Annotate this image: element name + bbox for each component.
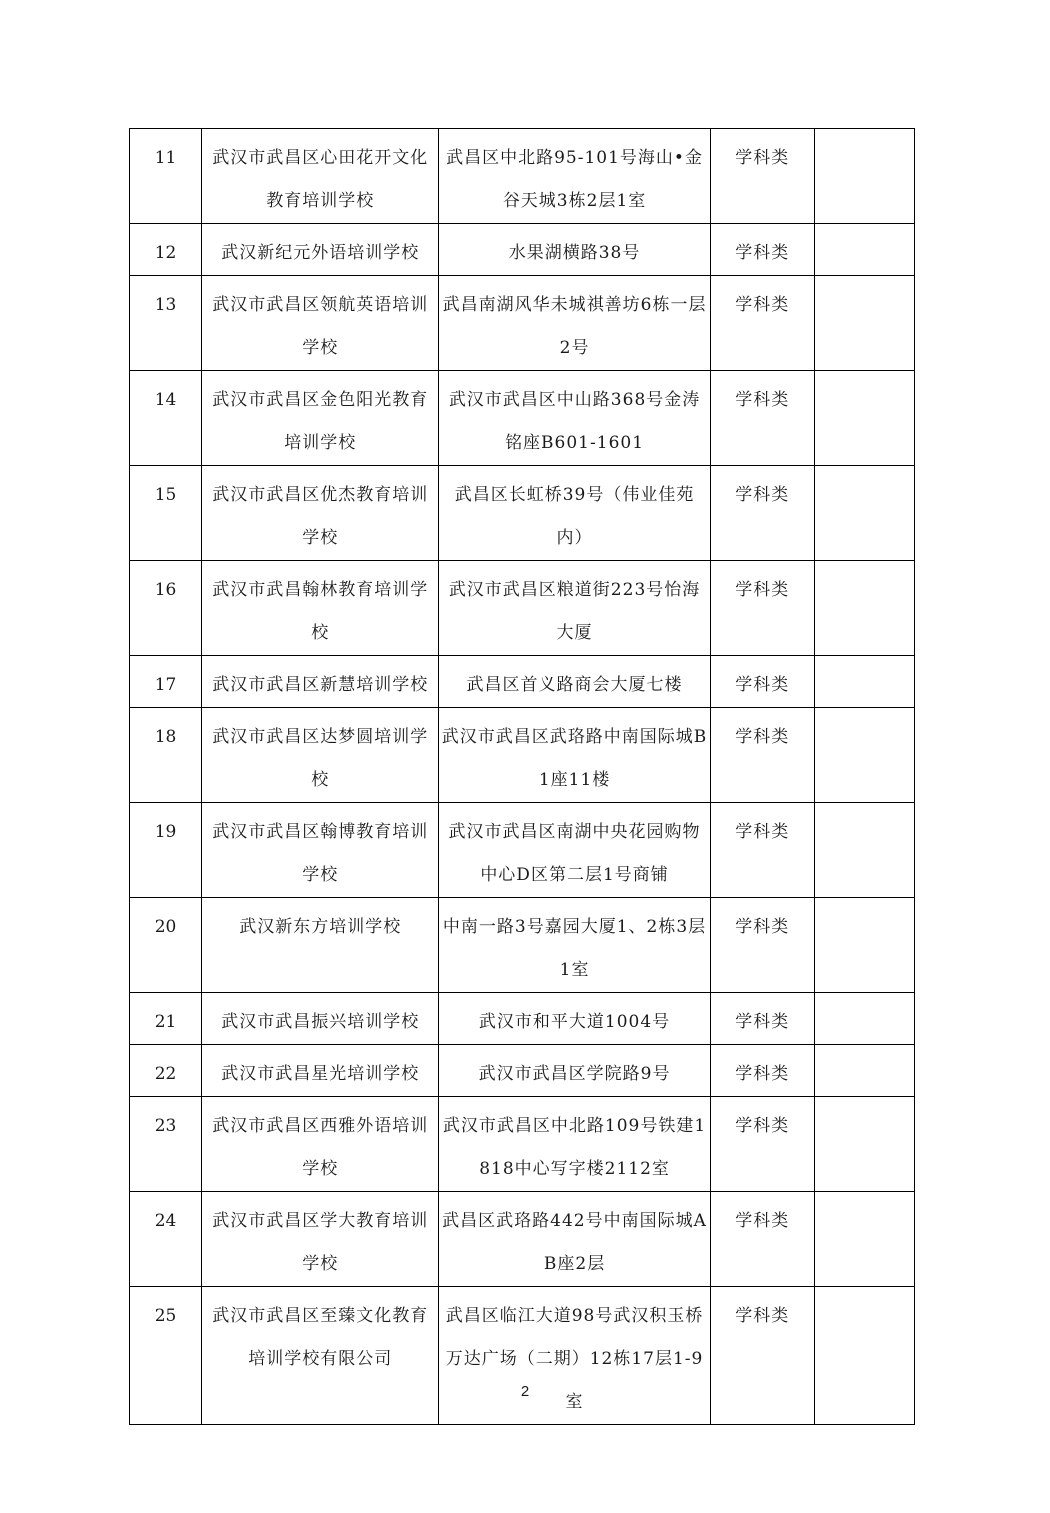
row-number: 15 <box>130 466 202 561</box>
school-note <box>814 276 914 371</box>
school-name: 武汉市武昌区优杰教育培训学校 <box>202 466 439 561</box>
school-note <box>814 1287 914 1425</box>
table-row <box>130 656 915 708</box>
school-name: 武汉市武昌翰林教育培训学校 <box>202 561 439 656</box>
school-category: 学科类 <box>710 466 814 561</box>
row-number: 22 <box>130 1045 202 1097</box>
school-address: 武汉市武昌区学院路9号 <box>439 1045 710 1097</box>
school-note <box>814 129 914 224</box>
school-address: 武汉市和平大道1004号 <box>439 993 710 1045</box>
school-category: 学科类 <box>710 129 814 224</box>
row-number: 17 <box>130 656 202 708</box>
school-address: 武汉市武昌区中山路368号金涛铭座B601-1601 <box>439 371 710 466</box>
school-note <box>814 803 914 898</box>
school-name: 武汉市武昌区新慧培训学校 <box>202 656 439 708</box>
school-name: 武汉市武昌区达梦圆培训学校 <box>202 708 439 803</box>
school-address: 武昌区中北路95-101号海山•金谷天城3栋2层1室 <box>439 129 710 224</box>
row-number: 23 <box>130 1097 202 1192</box>
school-category: 学科类 <box>710 656 814 708</box>
school-note <box>814 1097 914 1192</box>
school-address: 武昌区临江大道98号武汉积玉桥万达广场（二期）12栋17层1-9室 <box>439 1287 710 1425</box>
school-note <box>814 224 914 276</box>
row-number: 13 <box>130 276 202 371</box>
school-address: 武昌区武珞路442号中南国际城AB座2层 <box>439 1192 710 1287</box>
school-category: 学科类 <box>710 276 814 371</box>
school-name: 武汉市武昌区至臻文化教育培训学校有限公司 <box>202 1287 439 1425</box>
row-number: 11 <box>130 129 202 224</box>
table-row <box>130 898 915 993</box>
school-category: 学科类 <box>710 1097 814 1192</box>
school-category: 学科类 <box>710 224 814 276</box>
school-note <box>814 466 914 561</box>
school-address: 武汉市武昌区粮道街223号怡海大厦 <box>439 561 710 656</box>
school-name: 武汉新东方培训学校 <box>202 898 439 993</box>
row-number: 25 <box>130 1287 202 1425</box>
school-category: 学科类 <box>710 371 814 466</box>
row-number: 20 <box>130 898 202 993</box>
school-name: 武汉市武昌振兴培训学校 <box>202 993 439 1045</box>
school-note <box>814 993 914 1045</box>
table-row <box>130 803 915 898</box>
row-number: 24 <box>130 1192 202 1287</box>
school-category: 学科类 <box>710 561 814 656</box>
school-category: 学科类 <box>710 1045 814 1097</box>
row-number: 12 <box>130 224 202 276</box>
school-name: 武汉市武昌区心田花开文化教育培训学校 <box>202 129 439 224</box>
table-row <box>130 371 915 466</box>
school-note <box>814 1192 914 1287</box>
school-address: 武昌区长虹桥39号（伟业佳苑内） <box>439 466 710 561</box>
table-row <box>130 129 915 224</box>
school-category: 学科类 <box>710 708 814 803</box>
school-name: 武汉新纪元外语培训学校 <box>202 224 439 276</box>
table-row <box>130 224 915 276</box>
school-address: 武昌区首义路商会大厦七楼 <box>439 656 710 708</box>
school-name: 武汉市武昌星光培训学校 <box>202 1045 439 1097</box>
page-number: 2 <box>520 1383 530 1400</box>
school-address: 武汉市武昌区武珞路中南国际城B1座11楼 <box>439 708 710 803</box>
school-category: 学科类 <box>710 1192 814 1287</box>
school-note <box>814 561 914 656</box>
school-note <box>814 708 914 803</box>
row-number: 16 <box>130 561 202 656</box>
school-category: 学科类 <box>710 803 814 898</box>
school-note <box>814 656 914 708</box>
school-category: 学科类 <box>710 1287 814 1425</box>
school-note <box>814 1045 914 1097</box>
school-address: 中南一路3号嘉园大厦1、2栋3层1室 <box>439 898 710 993</box>
school-category: 学科类 <box>710 898 814 993</box>
school-name: 武汉市武昌区翰博教育培训学校 <box>202 803 439 898</box>
school-name: 武汉市武昌区学大教育培训学校 <box>202 1192 439 1287</box>
table-row <box>130 1287 915 1425</box>
row-number: 21 <box>130 993 202 1045</box>
table-row <box>130 276 915 371</box>
school-address: 水果湖横路38号 <box>439 224 710 276</box>
school-note <box>814 898 914 993</box>
school-note <box>814 371 914 466</box>
table-row <box>130 1045 915 1097</box>
school-name: 武汉市武昌区西雅外语培训学校 <box>202 1097 439 1192</box>
row-number: 19 <box>130 803 202 898</box>
school-address: 武昌南湖风华未城祺善坊6栋一层2号 <box>439 276 710 371</box>
school-name: 武汉市武昌区金色阳光教育培训学校 <box>202 371 439 466</box>
row-number: 14 <box>130 371 202 466</box>
training-school-table <box>129 128 915 1425</box>
school-address: 武汉市武昌区中北路109号铁建1818中心写字楼2112室 <box>439 1097 710 1192</box>
table-row <box>130 1097 915 1192</box>
school-address: 武汉市武昌区南湖中央花园购物中心D区第二层1号商铺 <box>439 803 710 898</box>
table-row <box>130 1192 915 1287</box>
table-row <box>130 466 915 561</box>
table-row <box>130 561 915 656</box>
school-category: 学科类 <box>710 993 814 1045</box>
school-name: 武汉市武昌区领航英语培训学校 <box>202 276 439 371</box>
table-body <box>130 129 915 1425</box>
table-row <box>130 993 915 1045</box>
table-row <box>130 708 915 803</box>
row-number: 18 <box>130 708 202 803</box>
